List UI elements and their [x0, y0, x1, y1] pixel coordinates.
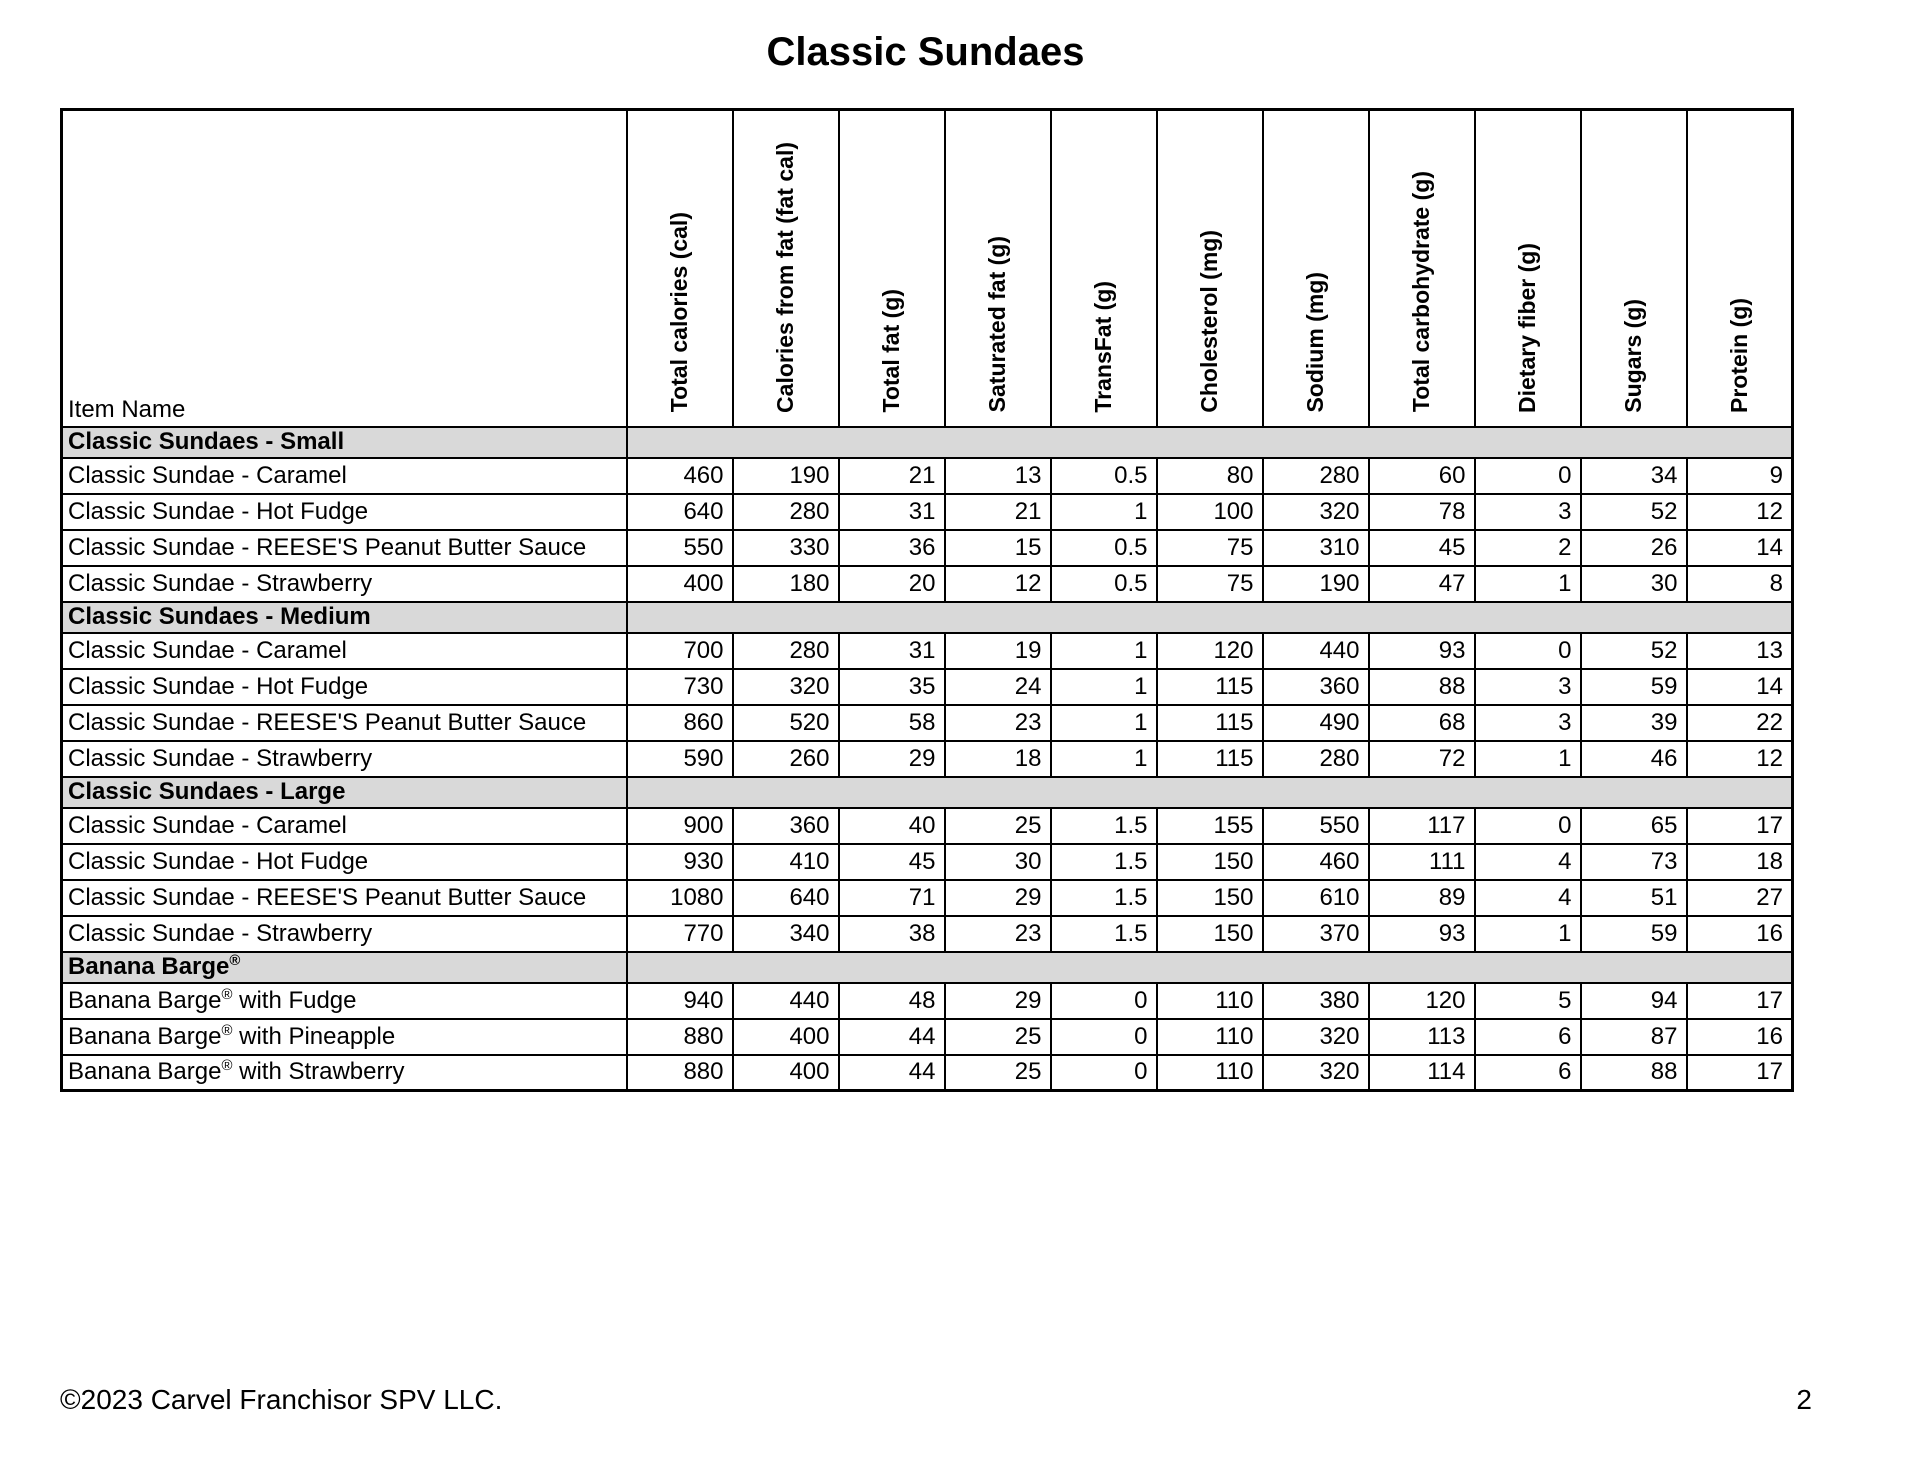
value-cell: 25: [945, 808, 1051, 844]
value-cell: 520: [733, 705, 839, 741]
value-cell: 120: [1157, 633, 1263, 669]
value-cell: 13: [1687, 633, 1793, 669]
value-cell: 0.5: [1051, 530, 1157, 566]
value-cell: 460: [1263, 844, 1369, 880]
value-cell: 1: [1051, 669, 1157, 705]
value-cell: 880: [627, 1055, 733, 1091]
value-cell: 35: [839, 669, 945, 705]
value-cell: 380: [1263, 983, 1369, 1019]
value-cell: 52: [1581, 494, 1687, 530]
value-cell: 1.5: [1051, 844, 1157, 880]
value-cell: 94: [1581, 983, 1687, 1019]
value-cell: 280: [1263, 741, 1369, 777]
value-cell: 14: [1687, 530, 1793, 566]
item-name-cell: Classic Sundae - Strawberry: [62, 566, 627, 602]
value-cell: 0: [1475, 808, 1581, 844]
registered-trademark-symbol: ®: [221, 986, 233, 1003]
section-fill: [627, 952, 1793, 983]
value-cell: 14: [1687, 669, 1793, 705]
column-header-label: Total fat (g): [878, 289, 905, 413]
item-row: [62, 1019, 1793, 1055]
value-cell: 6: [1475, 1019, 1581, 1055]
value-cell: 1.5: [1051, 916, 1157, 952]
section-row: [62, 427, 1793, 458]
value-cell: 30: [945, 844, 1051, 880]
item-name-cell: Banana Barge® with Fudge: [62, 983, 627, 1019]
value-cell: 110: [1157, 1019, 1263, 1055]
value-cell: 38: [839, 916, 945, 952]
column-header-6: [1263, 110, 1369, 427]
value-cell: 24: [945, 669, 1051, 705]
value-cell: 27: [1687, 880, 1793, 916]
value-cell: 73: [1581, 844, 1687, 880]
value-cell: 75: [1157, 566, 1263, 602]
registered-trademark-symbol: ®: [221, 1022, 233, 1039]
section-fill: [627, 427, 1793, 458]
copyright-text: ©2023 Carvel Franchisor SPV LLC.: [60, 1384, 503, 1415]
value-cell: 5: [1475, 983, 1581, 1019]
column-header-label: Total calories (cal): [666, 212, 693, 413]
value-cell: 4: [1475, 880, 1581, 916]
value-cell: 320: [733, 669, 839, 705]
value-cell: 590: [627, 741, 733, 777]
value-cell: 13: [945, 458, 1051, 494]
table-body: [62, 427, 1793, 1091]
section-row: [62, 777, 1793, 808]
value-cell: 113: [1369, 1019, 1475, 1055]
column-header-7: [1369, 110, 1475, 427]
value-cell: 117: [1369, 808, 1475, 844]
value-cell: 155: [1157, 808, 1263, 844]
item-name-cell: Classic Sundae - Hot Fudge: [62, 669, 627, 705]
value-cell: 23: [945, 916, 1051, 952]
value-cell: 58: [839, 705, 945, 741]
value-cell: 59: [1581, 916, 1687, 952]
value-cell: 19: [945, 633, 1051, 669]
value-cell: 47: [1369, 566, 1475, 602]
column-header-5: [1157, 110, 1263, 427]
value-cell: 16: [1687, 1019, 1793, 1055]
value-cell: 280: [1263, 458, 1369, 494]
value-cell: 730: [627, 669, 733, 705]
value-cell: 320: [1263, 1019, 1369, 1055]
value-cell: 110: [1157, 983, 1263, 1019]
value-cell: 360: [733, 808, 839, 844]
value-cell: 8: [1687, 566, 1793, 602]
value-cell: 115: [1157, 669, 1263, 705]
value-cell: 72: [1369, 741, 1475, 777]
value-cell: 29: [945, 983, 1051, 1019]
value-cell: 20: [839, 566, 945, 602]
value-cell: 4: [1475, 844, 1581, 880]
item-name-column-header: Item Name: [62, 110, 627, 427]
section-fill: [627, 602, 1793, 633]
value-cell: 330: [733, 530, 839, 566]
value-cell: 150: [1157, 916, 1263, 952]
registered-trademark-symbol: ®: [229, 953, 241, 969]
value-cell: 44: [839, 1019, 945, 1055]
value-cell: 880: [627, 1019, 733, 1055]
value-cell: 1: [1475, 916, 1581, 952]
value-cell: 9: [1687, 458, 1793, 494]
value-cell: 180: [733, 566, 839, 602]
value-cell: 12: [1687, 741, 1793, 777]
item-row: [62, 633, 1793, 669]
value-cell: 0: [1475, 633, 1581, 669]
value-cell: 18: [945, 741, 1051, 777]
value-cell: 1: [1051, 741, 1157, 777]
column-header-label: Protein (g): [1726, 297, 1753, 413]
value-cell: 40: [839, 808, 945, 844]
page-title: Classic Sundaes: [766, 30, 1085, 74]
value-cell: 65: [1581, 808, 1687, 844]
value-cell: 111: [1369, 844, 1475, 880]
value-cell: 0: [1051, 1019, 1157, 1055]
item-row: [62, 705, 1793, 741]
column-header-8: [1475, 110, 1581, 427]
item-name-cell: Classic Sundae - Caramel: [62, 458, 627, 494]
value-cell: 1.5: [1051, 880, 1157, 916]
value-cell: 17: [1687, 1055, 1793, 1091]
column-header-3: [945, 110, 1051, 427]
value-cell: 0: [1051, 983, 1157, 1019]
value-cell: 34: [1581, 458, 1687, 494]
value-cell: 280: [733, 633, 839, 669]
value-cell: 400: [627, 566, 733, 602]
value-cell: 0.5: [1051, 458, 1157, 494]
item-name-cell: Classic Sundae - Caramel: [62, 808, 627, 844]
column-header-9: [1581, 110, 1687, 427]
value-cell: 930: [627, 844, 733, 880]
value-cell: 80: [1157, 458, 1263, 494]
item-name-cell: Classic Sundae - Hot Fudge: [62, 844, 627, 880]
value-cell: 60: [1369, 458, 1475, 494]
value-cell: 3: [1475, 494, 1581, 530]
item-name-cell: Classic Sundae - Caramel: [62, 633, 627, 669]
value-cell: 640: [627, 494, 733, 530]
section-title: Classic Sundaes - Small: [62, 427, 627, 458]
value-cell: 190: [733, 458, 839, 494]
registered-trademark-symbol: ®: [221, 1058, 233, 1075]
value-cell: 400: [733, 1055, 839, 1091]
item-name-cell: Classic Sundae - REESE'S Peanut Butter Sauce: [62, 530, 627, 566]
column-header-0: [627, 110, 733, 427]
value-cell: 770: [627, 916, 733, 952]
value-cell: 550: [627, 530, 733, 566]
value-cell: 260: [733, 741, 839, 777]
item-row: [62, 669, 1793, 705]
value-cell: 120: [1369, 983, 1475, 1019]
value-cell: 30: [1581, 566, 1687, 602]
value-cell: 75: [1157, 530, 1263, 566]
item-row: [62, 844, 1793, 880]
value-cell: 0: [1475, 458, 1581, 494]
value-cell: 15: [945, 530, 1051, 566]
value-cell: 16: [1687, 916, 1793, 952]
value-cell: 17: [1687, 983, 1793, 1019]
value-cell: 1: [1051, 705, 1157, 741]
item-row: [62, 880, 1793, 916]
value-cell: 1080: [627, 880, 733, 916]
value-cell: 25: [945, 1055, 1051, 1091]
value-cell: 51: [1581, 880, 1687, 916]
value-cell: 39: [1581, 705, 1687, 741]
column-header-label: Sugars (g): [1620, 298, 1647, 413]
value-cell: 88: [1581, 1055, 1687, 1091]
value-cell: 100: [1157, 494, 1263, 530]
value-cell: 2: [1475, 530, 1581, 566]
value-cell: 0: [1051, 1055, 1157, 1091]
value-cell: 550: [1263, 808, 1369, 844]
value-cell: 460: [627, 458, 733, 494]
value-cell: 68: [1369, 705, 1475, 741]
column-header-label: Total carbohydrate (g): [1408, 171, 1435, 413]
value-cell: 18: [1687, 844, 1793, 880]
column-header-10: [1687, 110, 1793, 427]
value-cell: 370: [1263, 916, 1369, 952]
value-cell: 52: [1581, 633, 1687, 669]
page-number: 2: [1796, 1384, 1812, 1415]
item-name-cell: Classic Sundae - Hot Fudge: [62, 494, 627, 530]
value-cell: 45: [839, 844, 945, 880]
value-cell: 59: [1581, 669, 1687, 705]
table-header-row: [62, 110, 1793, 427]
value-cell: 44: [839, 1055, 945, 1091]
item-row: [62, 741, 1793, 777]
value-cell: 36: [839, 530, 945, 566]
item-name-cell: Classic Sundae - REESE'S Peanut Butter Sauce: [62, 880, 627, 916]
value-cell: 114: [1369, 1055, 1475, 1091]
item-row: [62, 458, 1793, 494]
value-cell: 190: [1263, 566, 1369, 602]
column-header-2: [839, 110, 945, 427]
value-cell: 360: [1263, 669, 1369, 705]
value-cell: 1.5: [1051, 808, 1157, 844]
item-name-cell: Banana Barge® with Strawberry: [62, 1055, 627, 1091]
value-cell: 17: [1687, 808, 1793, 844]
item-row: [62, 808, 1793, 844]
value-cell: 26: [1581, 530, 1687, 566]
value-cell: 150: [1157, 880, 1263, 916]
value-cell: 1: [1475, 566, 1581, 602]
value-cell: 23: [945, 705, 1051, 741]
value-cell: 1: [1051, 633, 1157, 669]
value-cell: 31: [839, 633, 945, 669]
column-header-label: Cholesterol (mg): [1196, 229, 1223, 413]
value-cell: 89: [1369, 880, 1475, 916]
item-name-cell: Classic Sundae - Strawberry: [62, 741, 627, 777]
value-cell: 150: [1157, 844, 1263, 880]
section-title: Classic Sundaes - Medium: [62, 602, 627, 633]
item-row: [62, 916, 1793, 952]
value-cell: 320: [1263, 494, 1369, 530]
value-cell: 71: [839, 880, 945, 916]
value-cell: 400: [733, 1019, 839, 1055]
page-footer: [60, 1384, 1812, 1416]
value-cell: 22: [1687, 705, 1793, 741]
value-cell: 860: [627, 705, 733, 741]
section-title: Banana Barge®: [62, 952, 627, 983]
value-cell: 87: [1581, 1019, 1687, 1055]
item-row: [62, 494, 1793, 530]
item-name-cell: Classic Sundae - Strawberry: [62, 916, 627, 952]
value-cell: 940: [627, 983, 733, 1019]
value-cell: 410: [733, 844, 839, 880]
value-cell: 610: [1263, 880, 1369, 916]
value-cell: 1: [1051, 494, 1157, 530]
value-cell: 93: [1369, 633, 1475, 669]
item-row: [62, 566, 1793, 602]
value-cell: 3: [1475, 669, 1581, 705]
item-name-cell: Classic Sundae - REESE'S Peanut Butter Sauce: [62, 705, 627, 741]
section-title: Classic Sundaes - Large: [62, 777, 627, 808]
value-cell: 340: [733, 916, 839, 952]
value-cell: 115: [1157, 705, 1263, 741]
value-cell: 115: [1157, 741, 1263, 777]
value-cell: 0.5: [1051, 566, 1157, 602]
value-cell: 93: [1369, 916, 1475, 952]
value-cell: 110: [1157, 1055, 1263, 1091]
value-cell: 12: [1687, 494, 1793, 530]
value-cell: 700: [627, 633, 733, 669]
value-cell: 29: [945, 880, 1051, 916]
section-row: [62, 952, 1793, 983]
value-cell: 6: [1475, 1055, 1581, 1091]
value-cell: 25: [945, 1019, 1051, 1055]
value-cell: 45: [1369, 530, 1475, 566]
column-header-label: Calories from fat (fat cal): [772, 141, 799, 413]
column-header-label: TransFat (g): [1090, 280, 1117, 413]
value-cell: 440: [733, 983, 839, 1019]
value-cell: 29: [839, 741, 945, 777]
column-header-label: Saturated fat (g): [984, 236, 1011, 413]
nutrition-table: [60, 108, 1794, 1092]
value-cell: 900: [627, 808, 733, 844]
value-cell: 1: [1475, 741, 1581, 777]
value-cell: 440: [1263, 633, 1369, 669]
value-cell: 21: [945, 494, 1051, 530]
column-header-4: [1051, 110, 1157, 427]
section-row: [62, 602, 1793, 633]
value-cell: 21: [839, 458, 945, 494]
item-name-cell: Banana Barge® with Pineapple: [62, 1019, 627, 1055]
item-row: [62, 1055, 1793, 1091]
item-row: [62, 983, 1793, 1019]
column-header-1: [733, 110, 839, 427]
item-row: [62, 530, 1793, 566]
value-cell: 320: [1263, 1055, 1369, 1091]
value-cell: 280: [733, 494, 839, 530]
value-cell: 46: [1581, 741, 1687, 777]
section-fill: [627, 777, 1793, 808]
value-cell: 640: [733, 880, 839, 916]
column-header-label: Dietary fiber (g): [1514, 242, 1541, 413]
value-cell: 3: [1475, 705, 1581, 741]
value-cell: 88: [1369, 669, 1475, 705]
value-cell: 310: [1263, 530, 1369, 566]
value-cell: 48: [839, 983, 945, 1019]
value-cell: 31: [839, 494, 945, 530]
value-cell: 12: [945, 566, 1051, 602]
column-header-label: Sodium (mg): [1302, 271, 1329, 413]
value-cell: 490: [1263, 705, 1369, 741]
value-cell: 78: [1369, 494, 1475, 530]
